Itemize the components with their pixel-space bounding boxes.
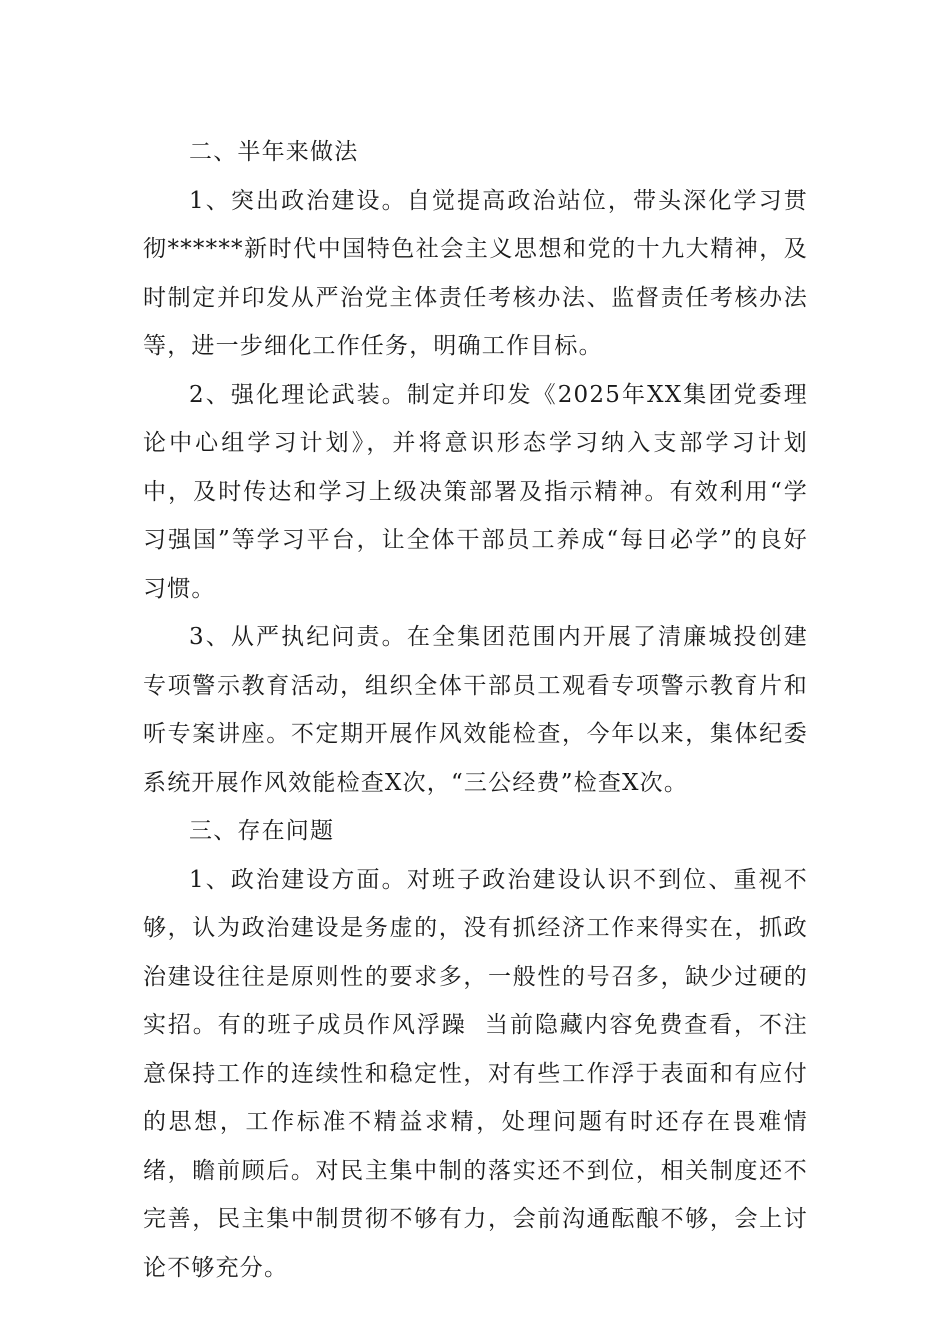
paragraph-text-part2: ，不注意保持工作的连续性和稳定性，对有些工作浮于表面和有应付的思想，工作标准不精益求精，处理问题有时还存在畏难情绪，瞻前顾后。对民主集中制的落实还不到位，相关制度还不完善，民主集中制贯彻不够有力，会前沟通酝酿不够，会上讨论不够充分。 bbox=[143, 1012, 808, 1281]
paragraph-text-part1: 1、政治建设方面。对班子政治建设认识不到位、重视不够，认为政治建设是务虚的，没有抓经济工作来得实在，抓政治建设往往是原则性的要求多，一般性的号召多，缺少过硬的实招。有的班子成员作风浮躁 bbox=[143, 866, 808, 1038]
paragraph-discipline: 3、从严执纪问责。在全集团范围内开展了清廉城投创建专项警示教育活动，组织全体干部员工观看专项警示教育片和听专案讲座。不定期开展作风效能检查，今年以来，集体纪委系统开展作风效能检查X次，“三公经费”检查X次。 bbox=[143, 624, 808, 796]
document-body bbox=[143, 128, 808, 1292]
hidden-content-link[interactable]: 当前隐藏内容免费查看 bbox=[466, 1012, 734, 1038]
section-heading-problems: 三、存在问题 bbox=[189, 818, 335, 844]
paragraph-political-problems bbox=[143, 856, 808, 1293]
paragraph-political-construction: 1、突出政治建设。自觉提高政治站位，带头深化学习贯彻******新时代中国特色社会主义思想和党的十九大精神，及时制定并印发从严治党主体责任考核办法、监督责任考核办法等，进一步细化工作任务，明确工作目标。 bbox=[143, 187, 808, 359]
paragraph-theory-armament: 2、强化理论武装。制定并印发《2025年XX集团党委理论中心组学习计划》，并将意识形态学习纳入支部学习计划中，及时传达和学习上级决策部署及指示精神。有效利用“学习强国”等学习平台，让全体干部员工养成“每日必学”的良好习惯。 bbox=[143, 381, 808, 602]
section-heading-practices: 二、半年来做法 bbox=[189, 139, 359, 165]
